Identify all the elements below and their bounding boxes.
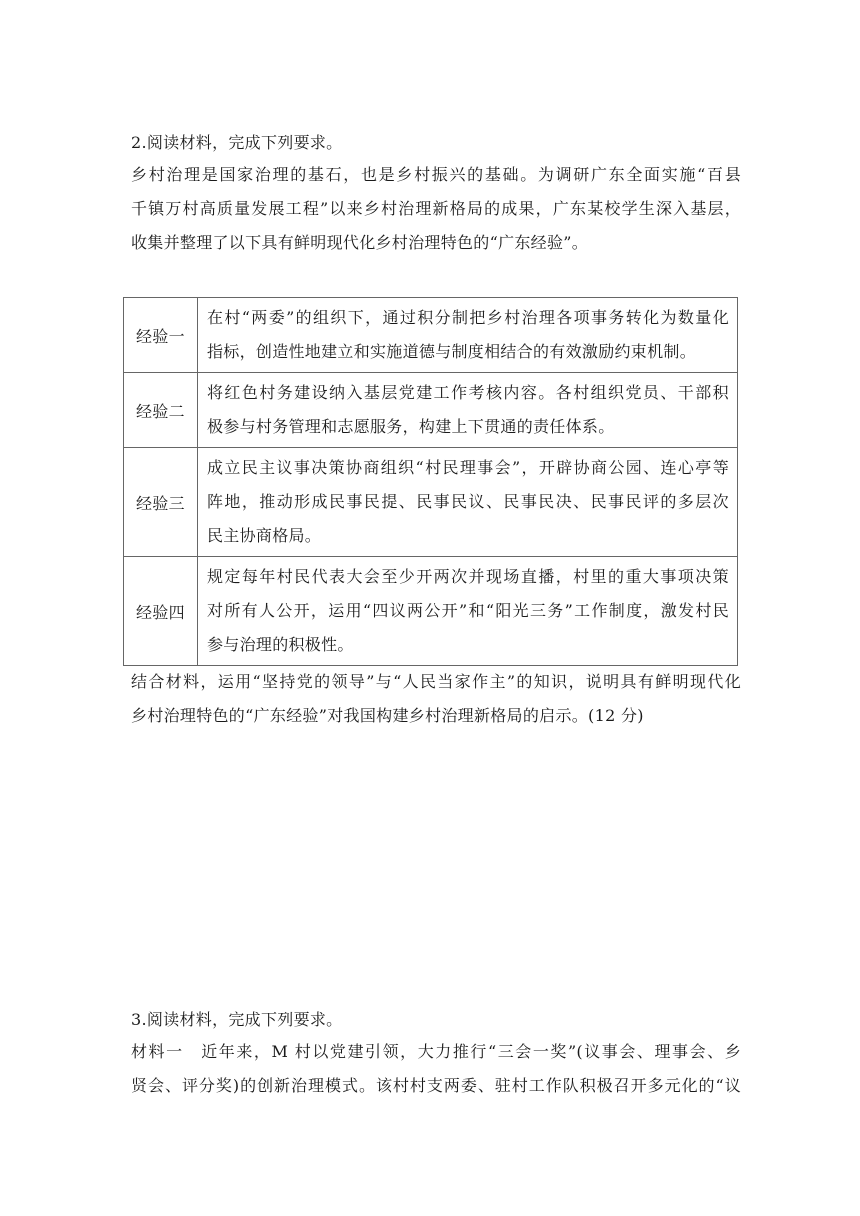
table-row: [124, 448, 738, 557]
q3-material-line-2: 贤会、评分奖)的创新治理模式。该村村支两委、驻村工作队积极召开多元化的“议: [131, 1076, 741, 1095]
experience-label: 经验一: [124, 298, 198, 373]
experience-label: 经验三: [124, 448, 198, 557]
experience-content: [198, 448, 738, 557]
experience-line: 成立民主议事决策协商组织“村民理事会”，开辟协商公园、连心亭等: [207, 458, 729, 477]
q2-title: 2.阅读材料，完成下列要求。: [131, 133, 343, 152]
experience-line: 参与治理的积极性。: [207, 635, 354, 654]
experience-line: 阵地，推动形成民事民提、民事民议、民事民决、民事民评的多层次: [207, 492, 729, 511]
experience-label: 经验四: [124, 557, 198, 666]
q2-intro-line-3: 收集并整理了以下具有鲜明现代化乡村治理特色的“广东经验”。: [131, 233, 589, 252]
q2-question-line-2: 乡村治理特色的“广东经验”对我国构建乡村治理新格局的启示。(12 分): [131, 706, 644, 725]
q2-intro-line-2: 千镇万村高质量发展工程”以来乡村治理新格局的成果，广东某校学生深入基层，: [131, 199, 741, 218]
experience-content: [198, 373, 738, 448]
experience-line: 对所有人公开，运用“四议两公开”和“阳光三务”工作制度，激发村民: [207, 601, 729, 620]
experience-content: [198, 557, 738, 666]
table-row: [124, 557, 738, 666]
experience-line: 极参与村务管理和志愿服务，构建上下贯通的责任体系。: [207, 417, 615, 436]
experience-line: 规定每年村民代表大会至少开两次并现场直播，村里的重大事项决策: [207, 567, 729, 586]
q2-question-line-1: 结合材料，运用“坚持党的领导”与“人民当家作主”的知识，说明具有鲜明现代化: [131, 672, 741, 691]
q3-title: 3.阅读材料，完成下列要求。: [131, 1010, 343, 1029]
experience-line: 将红色村务建设纳入基层党建工作考核内容。各村组织党员、干部积: [207, 383, 729, 402]
experience-table: [123, 297, 738, 666]
table-row: [124, 298, 738, 373]
experience-content: [198, 298, 738, 373]
q3-material-line-1: 材料一 近年来，M 村以党建引领，大力推行“三会一奖”(议事会、理事会、乡: [131, 1042, 741, 1061]
experience-line: 民主协商格局。: [207, 526, 322, 545]
experience-label: 经验二: [124, 373, 198, 448]
experience-line: 在村“两委”的组织下，通过积分制把乡村治理各项事务转化为数量化: [207, 308, 729, 327]
q2-intro-line-1: 乡村治理是国家治理的基石，也是乡村振兴的基础。为调研广东全面实施“百县: [131, 165, 741, 184]
table-row: [124, 373, 738, 448]
experience-line: 指标，创造性地建立和实施道德与制度相结合的有效激励约束机制。: [207, 342, 697, 361]
